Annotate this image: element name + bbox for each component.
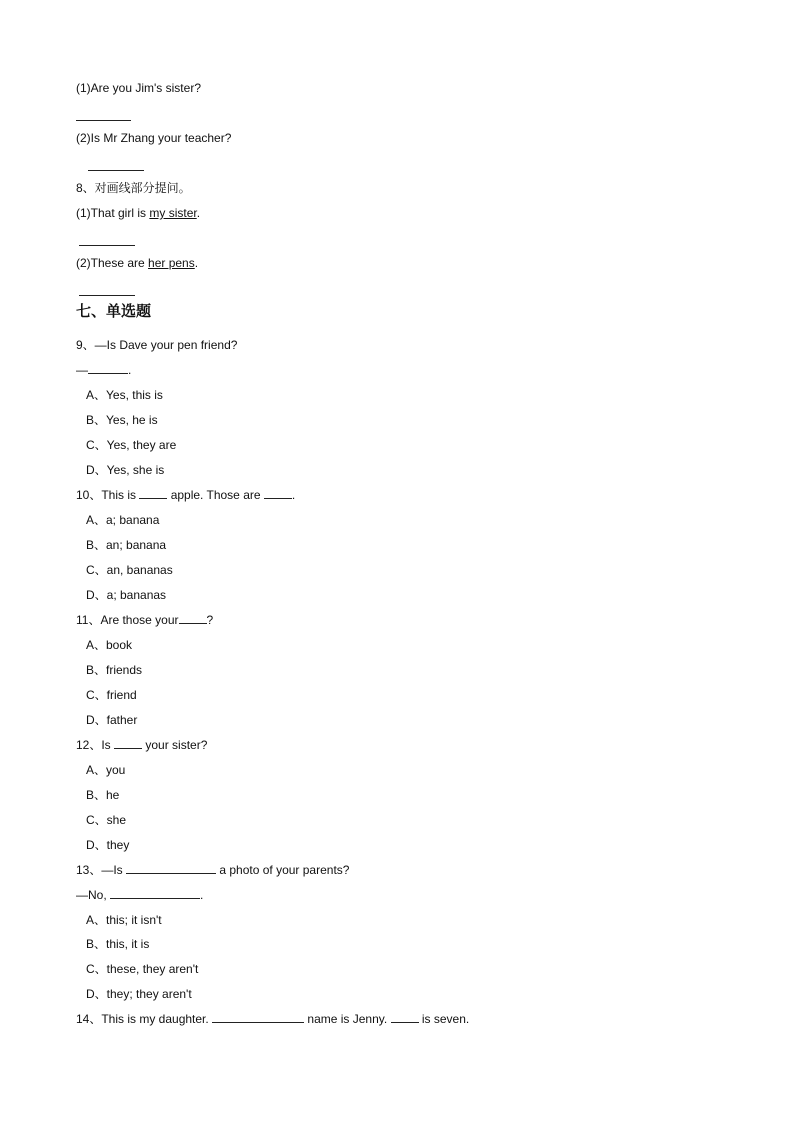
section-title: 七、单选题 <box>76 303 152 320</box>
option-10-b[interactable]: B、an; banana <box>86 538 167 552</box>
underlined-phrase: my sister <box>149 206 197 220</box>
question-8-title: 8、对画线部分提问。 <box>76 181 191 195</box>
option-10-a[interactable]: A、a; banana <box>86 513 160 527</box>
inline-blank[interactable] <box>179 612 207 624</box>
option-13-d[interactable]: D、they; they aren't <box>86 987 192 1001</box>
question-2-text: (2)Is Mr Zhang your teacher? <box>76 131 232 145</box>
option-11-a[interactable]: A、book <box>86 638 133 652</box>
option-13-a[interactable]: A、this; it isn't <box>86 913 162 927</box>
inline-blank[interactable] <box>391 1011 419 1023</box>
inline-blank[interactable] <box>139 487 167 499</box>
inline-blank[interactable] <box>110 887 200 899</box>
option-12-d[interactable]: D、they <box>86 838 130 852</box>
option-13-c[interactable]: C、these, they aren't <box>86 962 199 976</box>
question-8-item-2: (2)These are her pens. <box>76 256 199 270</box>
question-11-stem: 11、Are those your ? <box>76 613 214 627</box>
question-10-stem: 10、This is apple. Those are . <box>76 488 296 502</box>
answer-blank-2[interactable] <box>88 170 144 171</box>
underlined-phrase: her pens <box>148 256 195 270</box>
option-12-c[interactable]: C、she <box>86 813 127 827</box>
question-12-stem: 12、Is your sister? <box>76 738 208 752</box>
answer-blank-8-2[interactable] <box>79 295 135 296</box>
question-8-item-1: (1)That girl is my sister. <box>76 206 201 220</box>
question-1-text: (1)Are you Jim's sister? <box>76 81 201 95</box>
option-12-a[interactable]: A、you <box>86 763 126 777</box>
option-9-d[interactable]: D、Yes, she is <box>86 463 165 477</box>
question-14-stem: 14、This is my daughter. name is Jenny. is seven. <box>76 1012 470 1026</box>
answer-blank-8-1[interactable] <box>79 245 135 246</box>
option-12-b[interactable]: B、he <box>86 788 120 802</box>
option-9-c[interactable]: C、Yes, they are <box>86 438 177 452</box>
inline-blank[interactable] <box>114 737 142 749</box>
option-11-b[interactable]: B、friends <box>86 663 143 677</box>
question-13-reply: —No, . <box>76 888 204 902</box>
answer-blank-1[interactable] <box>76 120 131 121</box>
option-13-b[interactable]: B、this, it is <box>86 937 150 951</box>
option-10-d[interactable]: D、a; bananas <box>86 588 167 602</box>
option-10-c[interactable]: C、an, bananas <box>86 563 173 577</box>
question-9-reply: — . <box>76 363 132 377</box>
option-11-c[interactable]: C、friend <box>86 688 137 702</box>
option-9-b[interactable]: B、Yes, he is <box>86 413 158 427</box>
question-13-stem: 13、—Is a photo of your parents? <box>76 863 350 877</box>
inline-blank[interactable] <box>264 487 292 499</box>
question-9-stem: 9、—Is Dave your pen friend? <box>76 338 238 352</box>
option-11-d[interactable]: D、father <box>86 713 138 727</box>
inline-blank[interactable] <box>126 862 216 874</box>
inline-blank[interactable] <box>212 1011 304 1023</box>
inline-blank[interactable] <box>88 362 128 374</box>
option-9-a[interactable]: A、Yes, this is <box>86 388 163 402</box>
